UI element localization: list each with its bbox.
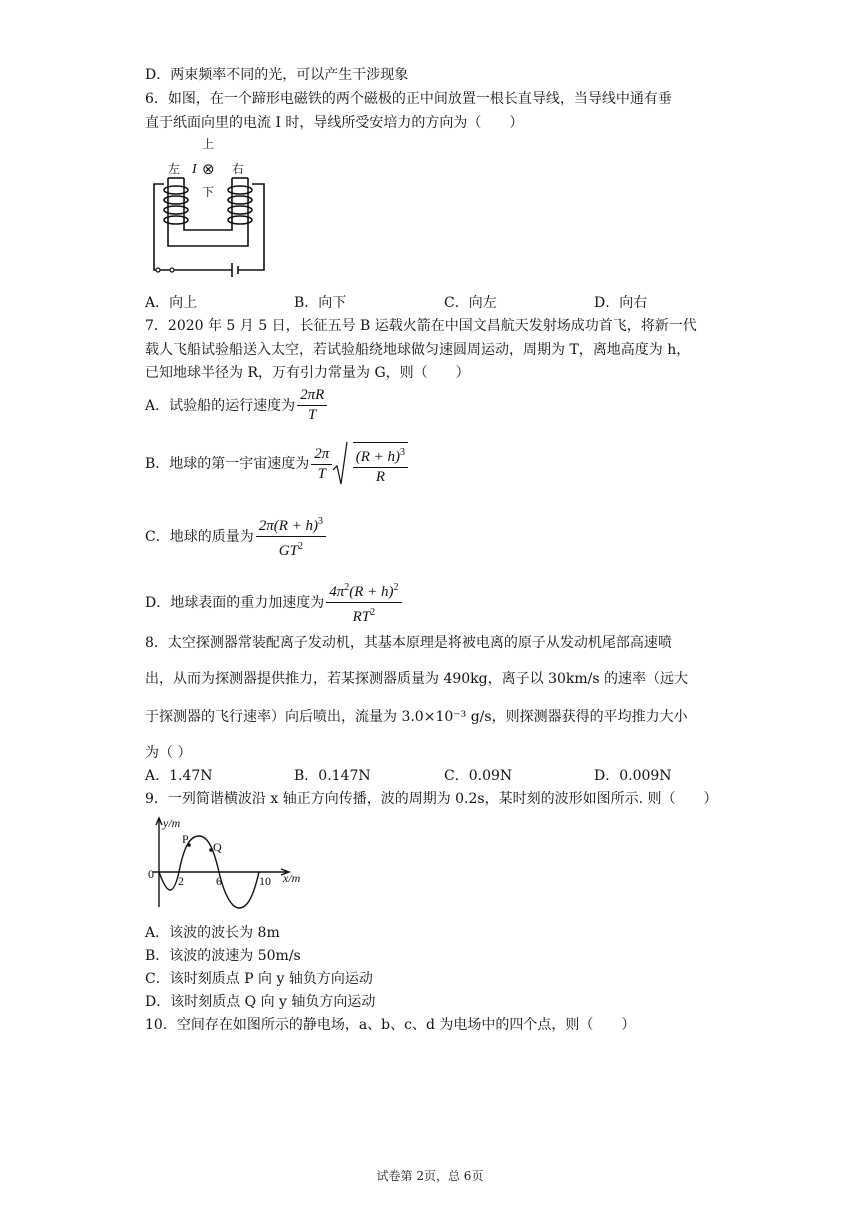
y-axis-label: y/m bbox=[163, 816, 181, 830]
q9-wave-figure bbox=[145, 812, 310, 912]
q7-stem-line-2: 载人飞船试验船送入太空，若试验船绕地球做匀速圆周运动，周期为 T，离地高度为 h， bbox=[145, 342, 691, 358]
q8-stem-line-1: 8．太空探测器常装配离子发动机，其基本原理是将被电离的原子从发动机尾部高速喷 bbox=[145, 635, 672, 651]
q6-stem-line-1: 6．如图，在一个蹄形电磁铁的两个磁极的正中间放置一根长直导线，当导线中通有垂 bbox=[145, 91, 672, 107]
x-tick-10: 10 bbox=[259, 874, 271, 888]
q10-stem-line-1: 10．空间存在如图所示的静电场，a、b、c、d 为电场中的四个点，则（ ） bbox=[145, 1017, 636, 1033]
q7-option-d: D．地球表面的重力加速度为 $\frac{4\pi^2(R + h)^2}{RT^2}$ bbox=[145, 578, 402, 627]
page-footer: 试卷第 2页，总 6页 bbox=[376, 1169, 484, 1183]
current-label: I bbox=[192, 162, 197, 177]
q6-option-a: A．向上 bbox=[145, 295, 198, 311]
switch-terminal bbox=[156, 268, 160, 272]
q9-option-a: A．该波的波长为 8m bbox=[145, 925, 280, 941]
x-axis-label: x/m bbox=[283, 871, 301, 885]
label-up: 上 bbox=[202, 137, 215, 151]
q9-option-c: C．该时刻质点 P 向 y 轴负方向运动 bbox=[145, 971, 373, 987]
q8-stem-line-3: 于探测器的飞行速率）向后喷出，流量为 3.0×10⁻³ g/s，则探测器获得的平均推力大小 bbox=[145, 709, 688, 725]
q8-stem-line-4: 为（ ） bbox=[145, 745, 192, 761]
q8-option-b: B．0.147N bbox=[294, 768, 371, 784]
x-tick-6: 6 bbox=[216, 874, 222, 888]
label-down: 下 bbox=[202, 185, 215, 199]
q7-option-c: C．地球的质量为 $\frac{2\pi(R + h)^3}{GT^2}$ bbox=[145, 512, 326, 561]
q9-option-d: D．该时刻质点 Q 向 y 轴负方向运动 bbox=[145, 994, 376, 1010]
q6-option-b: B．向下 bbox=[294, 295, 347, 311]
q-label: Q bbox=[213, 840, 222, 854]
q7-option-b: B．地球的第一宇宙速度为 $\frac{2\pi}{T}$ $\frac{(R + h)^3}{R}$ bbox=[145, 440, 408, 488]
formula-c: $\frac{2\pi(R + h)^3}{GT^2}$ bbox=[256, 512, 326, 561]
q7-option-a: A．试验船的运行速度为 $\frac{2\pi R}{T}$ bbox=[145, 386, 327, 425]
q9-stem-line-1: 9．一列简谐横波沿 x 轴正方向传播，波的周期为 0.2s，某时刻的波形如图所示. 则（ ） bbox=[145, 791, 718, 807]
formula-a: $\frac{2\pi R}{T}$ bbox=[297, 386, 327, 425]
formula-b-coefficient: $\frac{2\pi}{T}$ bbox=[311, 445, 332, 484]
q9-option-b: B．该波的波速为 50m/s bbox=[145, 948, 301, 964]
label-left: 左 bbox=[168, 162, 181, 176]
q6-option-c: C．向左 bbox=[444, 295, 497, 311]
q8-stem-line-2: 出，从而为探测器提供推力，若某探测器质量为 490kg，离子以 30km/s 的速率（远大 bbox=[145, 671, 688, 687]
current-into-page-icon: ⊗ bbox=[202, 160, 215, 178]
q6-stem-line-2: 直于纸面向里的电流 I 时，导线所受安培力的方向为（ ） bbox=[145, 115, 524, 131]
formula-d: $\frac{4\pi^2(R + h)^2}{RT^2}$ bbox=[326, 578, 401, 627]
q6-option-d: D．向右 bbox=[594, 295, 648, 311]
q6-electromagnet-figure bbox=[140, 136, 275, 281]
x-tick-2: 2 bbox=[178, 874, 184, 888]
q8-option-a: A．1.47N bbox=[145, 768, 213, 784]
q7-stem-line-3: 已知地球半径为 R，万有引力常量为 G，则（ ） bbox=[145, 365, 470, 381]
label-right: 右 bbox=[232, 162, 245, 176]
q5-option-d: D．两束频率不同的光，可以产生干涉现象 bbox=[145, 67, 409, 83]
q8-option-d: D．0.009N bbox=[594, 768, 672, 784]
origin-label: 0 bbox=[148, 867, 154, 881]
q7-stem-line-1: 7．2020 年 5 月 5 日，长征五号 B 运载火箭在中国文昌航天发射场成功首飞，将新一代 bbox=[145, 318, 697, 334]
formula-b-sqrt: $\frac{(R + h)^3}{R}$ bbox=[332, 440, 408, 488]
q8-option-c: C．0.09N bbox=[444, 768, 513, 784]
p-label: P bbox=[182, 832, 189, 846]
